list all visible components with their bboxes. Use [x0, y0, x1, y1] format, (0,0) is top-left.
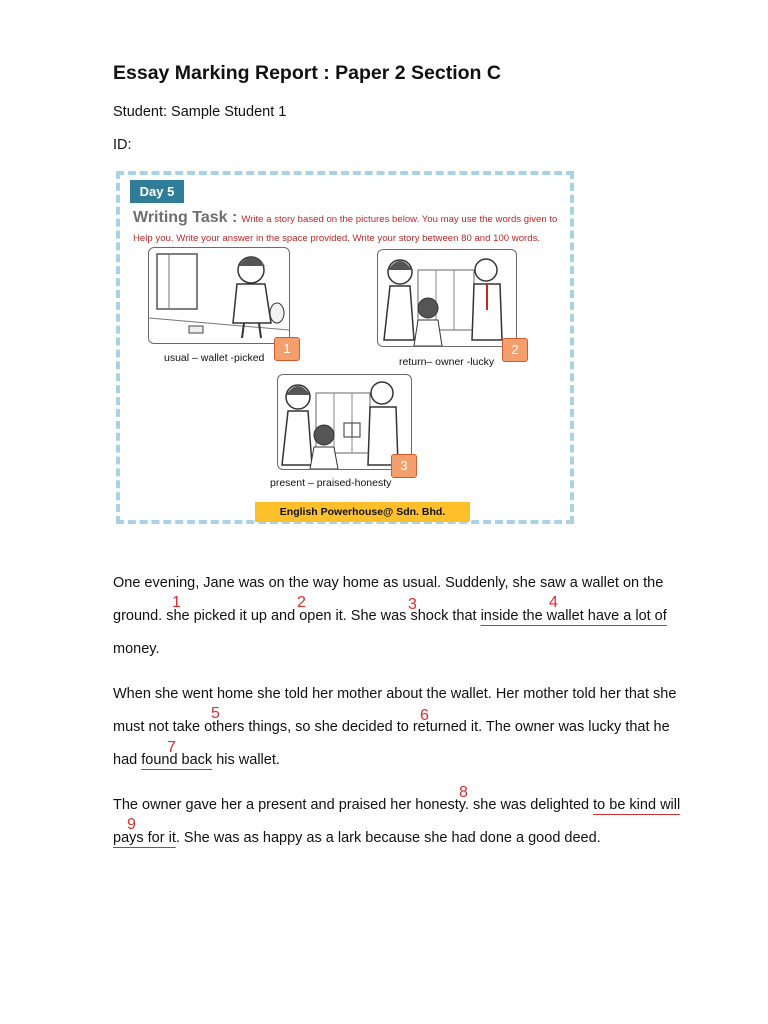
task-instructions [133, 208, 563, 248]
day-tag: Day 5 [130, 180, 184, 203]
correction-mark-3: 3 [408, 596, 417, 613]
picture-label-3: present – praised-honesty [270, 477, 392, 489]
essay-text: had [113, 752, 142, 768]
essay-line [113, 608, 667, 624]
picture-number-1: 1 [274, 337, 300, 361]
essay-text: The owner gave her a present and praised her honesty. she was delighted [113, 797, 594, 813]
picture-label-2: return– owner -lucky [399, 356, 495, 368]
picture-1-illustration [149, 248, 289, 343]
worksheet-image [116, 171, 574, 524]
task-title: Writing Task : [133, 209, 238, 226]
essay-text: ground. she picked it up and open it. She was shock that [113, 608, 481, 624]
picture-number-2: 2 [502, 338, 528, 362]
error-underline-7: found back [141, 752, 213, 768]
correction-mark-5: 5 [211, 705, 220, 722]
correction-mark-7: 7 [167, 739, 176, 756]
error-underline-9: pays for it [113, 830, 176, 846]
correction-mark-1: 1 [172, 594, 181, 611]
essay-text: . She was as happy as a lark because she had done a good deed. [175, 830, 601, 846]
student-id: ID: [113, 137, 132, 153]
report-title: Essay Marking Report : Paper 2 Section C [113, 62, 501, 84]
picture-panel-2 [377, 249, 517, 347]
essay-text: his wallet. [212, 752, 280, 768]
picture-number-3: 3 [391, 454, 417, 478]
essay-line [113, 830, 601, 846]
essay-line: must not take others things, so she decided to returned it. The owner was lucky that he [113, 719, 670, 735]
correction-mark-9: 9 [127, 816, 136, 833]
correction-mark-4: 4 [549, 594, 558, 611]
essay-line [113, 752, 280, 768]
essay-line: When she went home she told her mother about the wallet. Her mother told her that she [113, 686, 677, 702]
correction-mark-8: 8 [459, 784, 468, 801]
error-underline-8: to be kind will [593, 797, 681, 813]
correction-mark-2: 2 [297, 594, 306, 611]
correction-mark-6: 6 [420, 707, 429, 724]
publisher-banner: English Powerhouse@ Sdn. Bhd. [255, 502, 470, 522]
picture-label-1: usual – wallet -picked [164, 352, 265, 364]
task-text: Write a story based on the pictures below. You may use the words given to Help you. Write your answer in the space provided. Write your story between 80 and 100 words. [133, 214, 558, 244]
student-name: Student: Sample Student 1 [113, 104, 287, 120]
essay-line: One evening, Jane was on the way home as usual. Suddenly, she saw a wallet on the [113, 575, 664, 591]
picture-panel-1 [148, 247, 290, 344]
essay-line: money. [113, 641, 160, 657]
picture-2-illustration [378, 250, 516, 346]
essay-line [113, 797, 680, 813]
error-underline-4: inside the wallet have a lot of [480, 608, 667, 624]
